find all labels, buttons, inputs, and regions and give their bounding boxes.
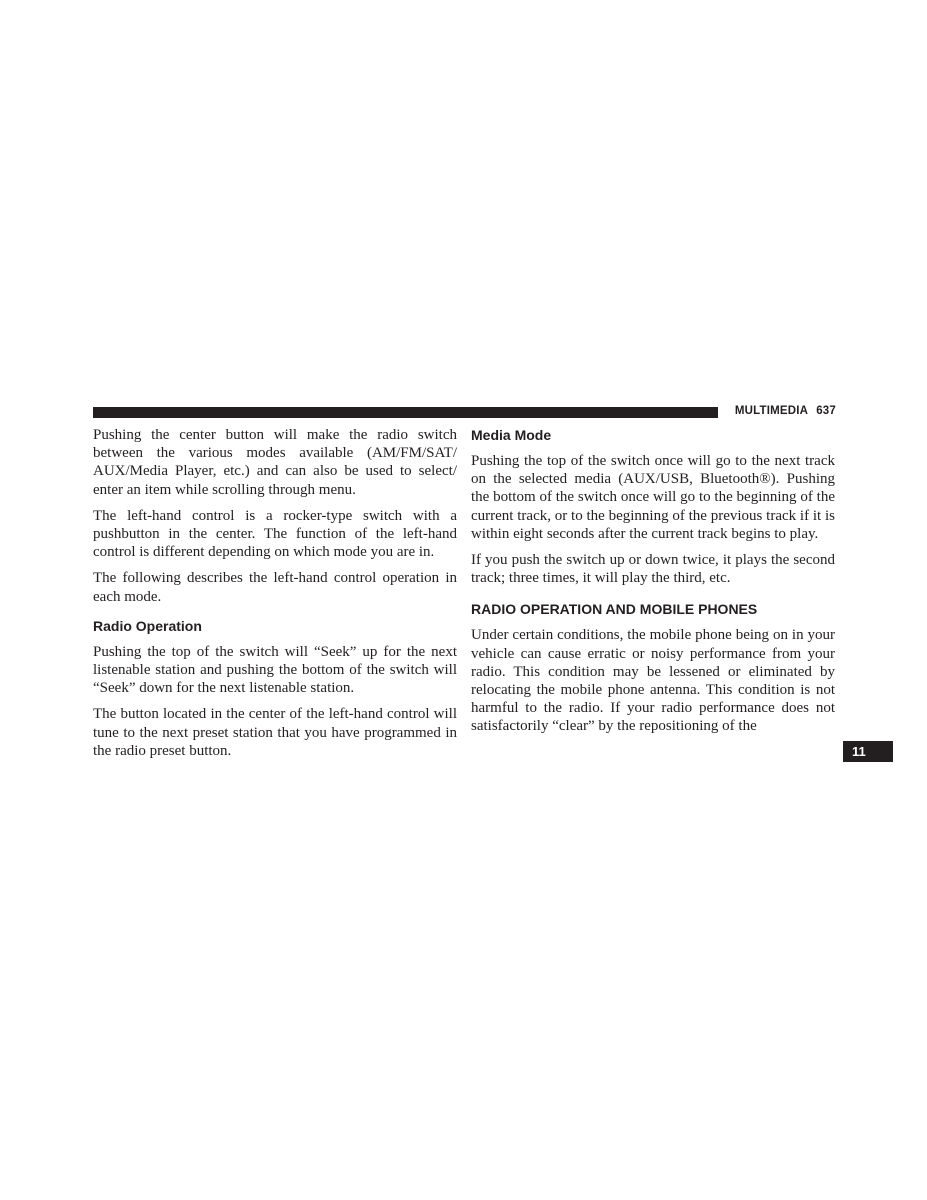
- heading-media-mode: Media Mode: [471, 427, 552, 443]
- chapter-tab: 11: [843, 741, 893, 762]
- paragraph-media-track: Pushing the top of the switch once will go to the next track on the selected media (AUX/USB, Bluetooth®). Pushing the bottom of the switch once will go to the beginning of the current track, or to the beginning of the previous track if it is within eight seconds after the current track begins to play.: [471, 453, 835, 542]
- paragraph-mobile-phone: Under certain conditions, the mobile phone being on in your vehicle can cause erratic or noisy performance from your radio. This condition may be lessened or eliminated by relocating the mobile phone antenna. This condition is not harmful to the radio. If your radio performance does not satisfactorily “clear” by the repositioning of the: [471, 627, 835, 735]
- paragraph-left-hand-control: The left-hand control is a rocker-type switch with a pushbutton in the center. The function of the left-hand control is different depending on which mode you are in.: [93, 507, 457, 561]
- header-rule: [93, 407, 718, 418]
- heading-radio-operation: Radio Operation: [93, 617, 202, 634]
- left-column: [93, 426, 457, 768]
- paragraph-preset: The button located in the center of the left-hand control will tune to the next preset station that you have programmed in the radio preset button.: [93, 706, 457, 759]
- paragraph-seek: Pushing the top of the switch will “Seek” up for the next listenable station and pushing the bottom of the switch will “Seek” down for the next listenable station.: [93, 643, 457, 697]
- paragraph-center-button: Pushing the center button will make the radio switch between the various modes available (AM/FM/SAT/ AUX/Media Player, etc.) and can also be used to select/ enter an item while scrolling through menu.: [93, 427, 457, 498]
- section-title: MULTIMEDIA: [734, 405, 809, 417]
- running-header: [724, 405, 836, 417]
- right-column: [471, 426, 835, 744]
- page-number: 637: [816, 405, 836, 417]
- paragraph-each-mode: The following describes the left-hand control operation in each mode.: [93, 570, 457, 605]
- heading-radio-mobile-phones: RADIO OPERATION AND MOBILE PHONES: [471, 601, 758, 618]
- paragraph-push-twice: If you push the switch up or down twice, it plays the second track; three times, it will play the third, etc.: [471, 552, 835, 587]
